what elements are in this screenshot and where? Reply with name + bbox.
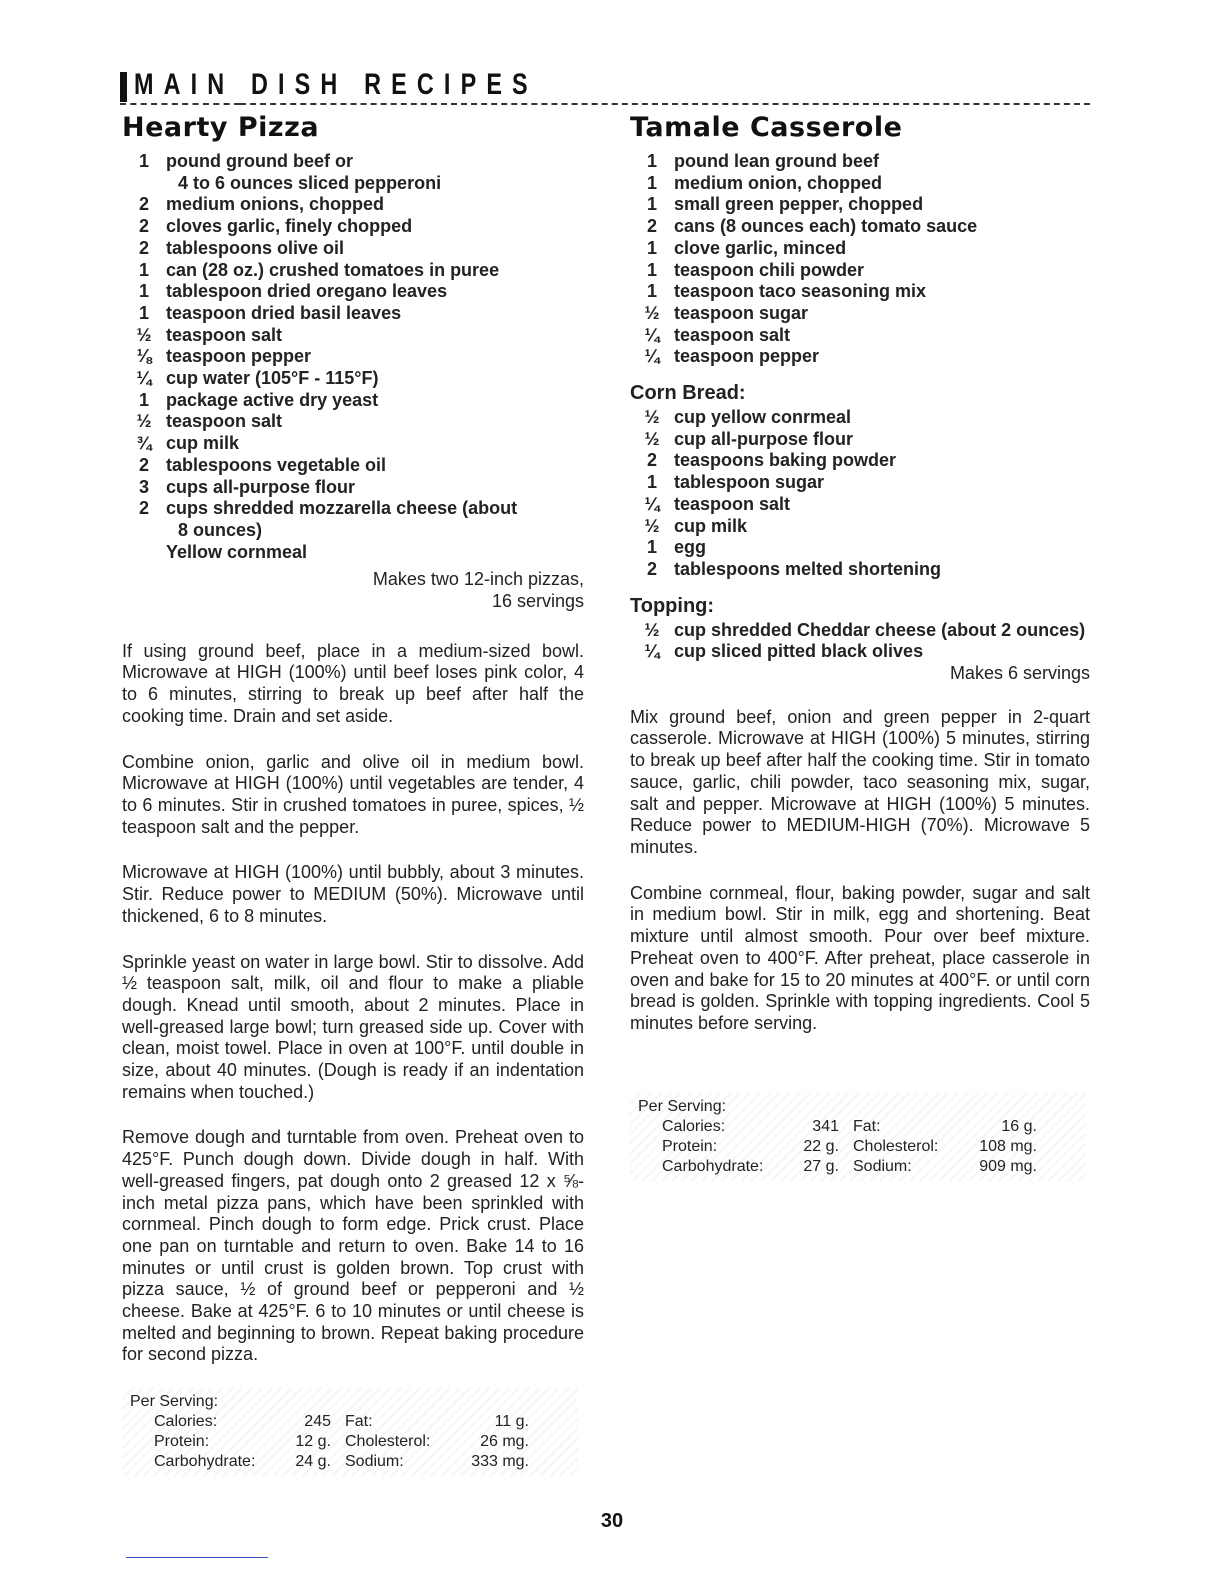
recipe-title: Hearty Pizza (122, 112, 320, 143)
ingredient-item (630, 303, 1090, 325)
ingredient-text: cloves garlic, finely chopped (166, 216, 413, 237)
ingredient-description (166, 346, 584, 368)
ingredient-description (674, 494, 1090, 516)
ingredient-quantity: 1 (646, 172, 657, 193)
ingredient-text: cup water (105°F - 115°F) (166, 368, 379, 389)
header-underline (120, 103, 240, 105)
ingredient-quantity: ½ (644, 407, 660, 428)
nutrition-row (638, 1117, 1078, 1137)
ingredient-quantity: 2 (138, 194, 149, 215)
ingredient-quantity: ½ (644, 302, 660, 323)
ingredient-item (122, 542, 584, 564)
ingredient-list (630, 151, 1090, 368)
section-title: MAIN DISH RECIPES (134, 68, 538, 101)
ingredient-text: teaspoons baking powder (674, 450, 897, 471)
nutrition-value: 909 mg. (979, 1157, 1037, 1175)
ingredient-item (630, 346, 1090, 368)
ingredient-item (630, 450, 1090, 472)
ingredient-item (122, 368, 584, 390)
step-paragraph: Microwave at HIGH (100%) until bubbly, about 3 minutes. Stir. Reduce power to MEDIUM (50%). Microwave until thickened, 6 to 8 minutes. (122, 862, 584, 926)
nutrition-value: 12 g. (295, 1433, 331, 1451)
ingredient-item (630, 194, 1090, 216)
ingredient-description (166, 411, 584, 433)
nutrition-row (638, 1137, 1078, 1157)
step-paragraph: Mix ground beef, onion and green pepper in 2-quart casserole. Microwave at HIGH (100%) 5 minutes, stirring to break up beef after half the cooking time. Stir in tomato sauce, garlic, chili powder, taco seasoning mix, sugar, salt and pepper. Microwave at HIGH (100%) 5 minutes. Reduce power to MEDIUM-HIGH (70%). Microwave 5 minutes. (630, 706, 1090, 857)
ingredient-quantity: 1 (138, 151, 149, 171)
nutrition-row (130, 1412, 570, 1432)
ingredient-quantity: 2 (646, 558, 657, 579)
ingredient-description (674, 559, 1090, 581)
ingredient-text: teaspoon dried basil leaves (166, 302, 402, 323)
ingredient-item (630, 173, 1090, 195)
nutrition-value: 27 g. (803, 1157, 839, 1175)
nutrition-label: Carbohydrate: (662, 1157, 764, 1175)
ingredient-list (122, 151, 584, 563)
ingredient-text: cup sliced pitted black olives (674, 641, 924, 662)
step-paragraph: Combine cornmeal, flour, baking powder, sugar and salt in medium bowl. Stir in milk, egg and shortening. Beat mixture until almost smooth. Pour over beef mixture. Preheat oven to 400°F. After preheat, place casserole in oven and bake for 15 to 20 minutes at 400°F. or until corn bread is golden. Sprinkle with topping ingredients. Cool 5 minutes before serving. (630, 882, 1090, 1033)
hearty-pizza-column (122, 112, 584, 1476)
ingredient-description (674, 173, 1090, 195)
ingredient-text: cup all-purpose flour (674, 428, 854, 449)
ingredient-quantity: 3 (138, 476, 149, 497)
nutrition-label: Fat: (853, 1117, 881, 1135)
nutrition-value: 26 mg. (480, 1433, 529, 1451)
ingredient-description (166, 194, 584, 216)
ingredient-quantity: 1 (138, 259, 149, 280)
nutrition-row (130, 1452, 570, 1472)
ingredient-quantity: ⅛ (136, 346, 152, 367)
ingredient-item (122, 390, 584, 412)
ingredient-description (674, 641, 1090, 663)
nutrition-label: Sodium: (345, 1453, 404, 1471)
ingredient-item (630, 281, 1090, 303)
ingredient-item (122, 433, 584, 455)
ingredient-text: medium onions, chopped (166, 194, 385, 215)
ingredient-item (122, 325, 584, 347)
ingredient-text: teaspoon sugar (674, 302, 809, 323)
ingredient-quantity: 1 (138, 389, 149, 410)
ingredient-quantity: 1 (646, 194, 657, 215)
ingredient-quantity: 1 (138, 281, 149, 302)
nutrition-label: Calories: (154, 1413, 218, 1431)
nutrition-row (638, 1157, 1078, 1177)
ingredient-text: teaspoon pepper (674, 346, 820, 367)
ingredient-text: egg (674, 537, 707, 558)
ingredient-text: medium onion, chopped (674, 172, 882, 193)
ingredient-description (674, 238, 1090, 260)
ingredient-continuation: 4 to 6 ounces sliced pepperoni (178, 172, 442, 193)
nutrition-value: 11 g. (494, 1413, 529, 1431)
ingredient-description (166, 542, 584, 564)
ingredient-description (674, 216, 1090, 238)
ingredient-description (166, 281, 584, 303)
ingredient-text: pound lean ground beef (674, 151, 879, 171)
ingredient-item (630, 238, 1090, 260)
step-paragraph: Sprinkle yeast on water in large bowl. Stir to dissolve. Add ½ teaspoon salt, milk, oil and flour to make a pliable dough. Knead until smooth, about 2 minutes. Place in well-greased large bowl; turn greased side up. Cover with clean, moist towel. Place in oven at 100°F. until double in size, about 40 minutes. (Dough is ready if an indentation remains when touched.) (122, 951, 584, 1102)
ingredient-quantity: 2 (138, 237, 149, 258)
ingredient-quantity: ½ (644, 619, 660, 640)
step-paragraph: Combine onion, garlic and olive oil in medium bowl. Microwave at HIGH (100%) until vegetables are tender, 4 to 6 minutes. Stir in crushed tomatoes in puree, spices, ½ teaspoon salt and the pepper. (122, 751, 584, 837)
ingredient-quantity: ¼ (644, 324, 660, 345)
ingredient-description (674, 151, 1090, 173)
nutrition-label: Calories: (662, 1117, 726, 1135)
ingredient-description (674, 516, 1090, 538)
nutrition-value: 16 g. (1001, 1117, 1037, 1135)
ingredient-text: small green pepper, chopped (674, 194, 924, 215)
ingredient-text: clove garlic, minced (674, 237, 847, 258)
corn-bread-heading: Corn Bread: (630, 382, 746, 405)
ingredient-quantity: 1 (646, 472, 657, 493)
ingredient-text: tablespoon dried oregano leaves (166, 281, 448, 302)
ingredient-item (122, 194, 584, 216)
nutrition-label: Fat: (345, 1413, 373, 1431)
ingredient-quantity (122, 542, 166, 564)
footer-rule (126, 1557, 268, 1558)
ingredient-item (630, 620, 1090, 642)
ingredient-text: tablespoon sugar (674, 472, 825, 493)
ingredient-text: teaspoon salt (166, 324, 283, 345)
ingredient-text: tablespoons vegetable oil (166, 454, 387, 475)
ingredient-quantity: 1 (646, 281, 657, 302)
nutrition-heading: Per Serving: (638, 1097, 727, 1115)
step-paragraph: Remove dough and turntable from oven. Preheat oven to 425°F. Punch dough down. Divide dough in half. With well-greased fingers, pat dough onto 2 greased 12 x ⅝-inch metal pizza pans, which have been sprinkled with cornmeal. Pinch dough to form edge. Prick crust. Place one pan on turntable and return to oven. Bake 14 to 16 minutes or until crust is golden brown. Top crust with pizza sauce, ½ of ground beef or pepperoni and ½ cheese. Bake at 425°F. 6 to 10 minutes or until cheese is melted and beginning to brown. Repeat baking procedure for second pizza. (122, 1127, 584, 1365)
recipe-title: Tamale Casserole (630, 112, 903, 143)
ingredient-text: cup milk (166, 433, 240, 454)
yield-line-2: 16 servings (491, 591, 584, 612)
ingredient-text: cup shredded Cheddar cheese (about 2 ounces) (674, 619, 1086, 640)
yield-line: Makes 6 servings (949, 663, 1090, 684)
ingredient-description (674, 537, 1090, 559)
nutrition-value: 24 g. (295, 1453, 331, 1471)
nutrition-row (130, 1432, 570, 1452)
tamale-casserole-column (630, 112, 1090, 1181)
ingredient-quantity: 2 (646, 450, 657, 471)
ingredient-description (674, 260, 1090, 282)
ingredient-description (166, 368, 584, 390)
ingredient-quantity: 1 (646, 259, 657, 280)
ingredient-item (630, 325, 1090, 347)
ingredient-item (122, 411, 584, 433)
yield-line-1: Makes two 12-inch pizzas, (372, 569, 584, 590)
ingredient-description (166, 216, 584, 238)
topping-ingredient-list (630, 620, 1090, 663)
ingredient-item (122, 346, 584, 368)
nutrition-label: Protein: (662, 1137, 718, 1155)
ingredient-description (674, 325, 1090, 347)
ingredient-description (674, 194, 1090, 216)
ingredient-quantity: 1 (646, 237, 657, 258)
ingredient-description (166, 390, 584, 412)
ingredient-quantity: ½ (644, 515, 660, 536)
ingredient-quantity: ¾ (136, 433, 152, 454)
nutrition-label: Cholesterol: (345, 1433, 431, 1451)
ingredient-description (166, 498, 584, 541)
ingredient-quantity: ¼ (644, 346, 660, 367)
ingredient-quantity: ½ (136, 411, 152, 432)
ingredient-item (630, 641, 1090, 663)
ingredient-item (630, 151, 1090, 173)
nutrition-label: Sodium: (853, 1157, 912, 1175)
ingredient-item (630, 537, 1090, 559)
nutrition-value: 341 (812, 1117, 839, 1135)
ingredient-description (674, 472, 1090, 494)
nutrition-heading: Per Serving: (130, 1393, 219, 1411)
ingredient-text: cups shredded mozzarella cheese (about (166, 498, 518, 519)
ingredient-quantity: ¼ (136, 368, 152, 389)
ingredient-description (166, 238, 584, 260)
header-dashed-rule (240, 103, 1090, 105)
ingredient-text: teaspoon salt (166, 411, 283, 432)
nutrition-label: Cholesterol: (853, 1137, 939, 1155)
ingredient-item (122, 260, 584, 282)
corn-bread-ingredient-list (630, 407, 1090, 581)
ingredient-description (166, 303, 584, 325)
ingredient-item (630, 516, 1090, 538)
ingredient-description (674, 407, 1090, 429)
ingredient-item (630, 260, 1090, 282)
ingredient-text: cups all-purpose flour (166, 476, 356, 497)
ingredient-item (630, 472, 1090, 494)
ingredient-description (166, 325, 584, 347)
ingredient-text: cup milk (674, 515, 748, 536)
nutrition-box (630, 1093, 1086, 1181)
nutrition-value: 333 mg. (471, 1453, 529, 1471)
ingredient-text: teaspoon salt (674, 493, 791, 514)
ingredient-continuation: 8 ounces) (178, 519, 263, 540)
ingredient-item (122, 281, 584, 303)
ingredient-description (166, 433, 584, 455)
ingredient-quantity: 1 (138, 302, 149, 323)
ingredient-quantity: 2 (138, 498, 149, 519)
nutrition-label: Carbohydrate: (154, 1453, 256, 1471)
ingredient-quantity: ½ (136, 324, 152, 345)
ingredient-description (674, 429, 1090, 451)
nutrition-label: Protein: (154, 1433, 210, 1451)
nutrition-value: 108 mg. (979, 1137, 1037, 1155)
topping-heading: Topping: (630, 594, 715, 617)
ingredient-description (166, 151, 584, 194)
section-header (120, 68, 1090, 108)
ingredient-item (122, 455, 584, 477)
page-number: 30 (600, 1510, 624, 1532)
step-paragraph: If using ground beef, place in a medium-sized bowl. Microwave at HIGH (100%) until beef loses pink color, 4 to 6 minutes, stirring to break up beef after half the cooking time. Drain and set aside. (122, 640, 584, 726)
ingredient-item (122, 238, 584, 260)
ingredient-quantity: ¼ (644, 641, 660, 662)
ingredient-description (166, 455, 584, 477)
ingredient-description (674, 346, 1090, 368)
ingredient-description (674, 450, 1090, 472)
ingredient-quantity: 1 (646, 151, 657, 171)
ingredient-description (674, 281, 1090, 303)
ingredient-text: tablespoons melted shortening (674, 558, 942, 579)
ingredient-item (122, 151, 584, 194)
nutrition-value: 245 (304, 1413, 331, 1431)
ingredient-text: Yellow cornmeal (166, 541, 308, 562)
ingredient-text: teaspoon taco seasoning mix (674, 281, 927, 302)
ingredient-item (630, 407, 1090, 429)
ingredient-item (630, 216, 1090, 238)
ingredient-quantity: ¼ (644, 493, 660, 514)
ingredient-text: pound ground beef or (166, 151, 353, 171)
ingredient-text: cup yellow conrmeal (674, 407, 852, 428)
ingredient-quantity: ½ (644, 428, 660, 449)
ingredient-item (630, 559, 1090, 581)
nutrition-box (122, 1388, 578, 1476)
ingredient-text: teaspoon pepper (166, 346, 312, 367)
ingredient-text: can (28 oz.) crushed tomatoes in puree (166, 259, 500, 280)
ingredient-text: tablespoons olive oil (166, 237, 345, 258)
ingredient-item (122, 216, 584, 238)
ingredient-text: cans (8 ounces each) tomato sauce (674, 216, 978, 237)
ingredient-quantity: 2 (646, 216, 657, 237)
nutrition-value: 22 g. (803, 1137, 839, 1155)
ingredient-item (630, 494, 1090, 516)
ingredient-item (122, 477, 584, 499)
ingredient-item (630, 429, 1090, 451)
ingredient-text: teaspoon chili powder (674, 259, 865, 280)
ingredient-description (166, 260, 584, 282)
ingredient-description (166, 477, 584, 499)
ingredient-description (674, 620, 1090, 642)
ingredient-quantity: 1 (646, 537, 657, 558)
ingredient-text: teaspoon salt (674, 324, 791, 345)
ingredient-text: package active dry yeast (166, 389, 379, 410)
ingredient-quantity: 2 (138, 216, 149, 237)
ingredient-description (674, 303, 1090, 325)
ingredient-item (122, 303, 584, 325)
header-bar (120, 72, 127, 102)
ingredient-item (122, 498, 584, 541)
ingredient-quantity: 2 (138, 454, 149, 475)
